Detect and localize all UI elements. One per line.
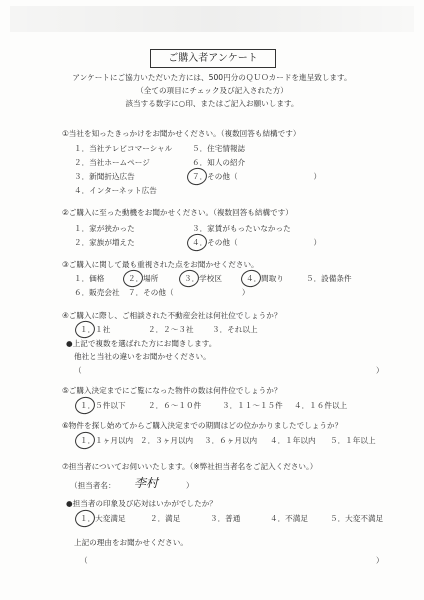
q4-followup-prompt: 他社と当社の違いをお聞かせください。 (74, 352, 211, 361)
q2-option-4: ４．その他（ ） (192, 238, 322, 247)
q7-reason-paren-open: （ (80, 556, 88, 565)
q2-option-1: １．家が狭かった (74, 224, 135, 233)
q3-option-4: ４．間取り (246, 274, 284, 283)
q1-option-3: ３．新聞折込広告 (74, 172, 135, 181)
q1-option-4: ４．インターネット広告 (74, 186, 157, 195)
staff-name-paren-close: ） (186, 481, 194, 490)
q2-question: ②ご購入に至った動機をお聞かせください。（複数回答も結構です） (62, 208, 293, 217)
q4-option-1: １．１社 (80, 325, 111, 334)
q1-option-2: ２．当社ホームページ (74, 158, 150, 167)
q6-option-4: ４．１年以内 (270, 436, 316, 445)
q7-option-2: ２．満足 (150, 514, 181, 523)
q5-option-1: １．５件以下 (80, 401, 126, 410)
q3-question: ③ご購入に関して最も重視された点をお聞かせください。 (62, 260, 259, 269)
q7-option-5: ５．大変不満足 (330, 514, 384, 523)
scan-bleed-through (10, 6, 414, 32)
q6-option-1: １．１ヶ月以内 (80, 436, 134, 445)
q7-option-4: ４．不満足 (270, 514, 308, 523)
q5-option-2: ２．６〜１０件 (148, 401, 202, 410)
q5-option-3: ３．１１〜１５件 (222, 401, 283, 410)
q2-option-2: ２．家族が増えた (74, 238, 135, 247)
q1-option-6: ６．知人の紹介 (192, 158, 246, 167)
q2-option-3: ３．家賃がもったいなかった (192, 224, 291, 233)
q3-option-1: １．価格 (74, 274, 105, 283)
q6-option-2: ２．３ヶ月以内 (140, 436, 194, 445)
q7-followup-note: ●担当者の印象及び応対はいかがでしたか？ (66, 499, 217, 508)
q5-question: ⑤ご購入決定までにご覧になった物件の数は何件位でしょうか？ (62, 386, 282, 395)
q6-question: ⑥物件を探し始めてからご購入決定までの期間はどの位かかりましたでしょうか？ (62, 421, 343, 430)
q1-option-5: ５．住宅情報誌 (192, 144, 246, 153)
q6-option-5: ５．１年以上 (330, 436, 376, 445)
q1-option-1: １．当社テレビコマーシャル (74, 144, 173, 153)
q4-answer-paren-close: ） (376, 366, 384, 375)
q1-question: ①当社を知ったきっかけをお聞かせください。（複数回答も結構です） (62, 129, 301, 138)
q7-option-1: １．大変満足 (80, 514, 126, 523)
q4-followup-note: ●上記で複数を選ばれた方にお聞きします。 (66, 339, 217, 348)
q3-option-6: ６．販売会社 (74, 288, 120, 297)
q3-option-7: ７．その他（ ） (128, 288, 250, 297)
q6-option-3: ３．６ヶ月以内 (204, 436, 258, 445)
staff-name-handwritten: 李村 (134, 476, 159, 490)
intro-line-2: （全ての項目にチェック及び記入された方） (136, 86, 288, 95)
q7-reason-paren-close: ） (376, 556, 384, 565)
q4-option-3: ３．それ以上 (212, 325, 258, 334)
q3-option-3: ３．学校区 (184, 274, 222, 283)
intro-line-1: アンケートにご協力いただいた方には、500円分のＱＵＯカードを進呈致します。 (72, 73, 352, 82)
q3-option-2: ２．場所 (128, 274, 159, 283)
q7-question: ⑦担当者についてお伺いいたします。（※弊社担当者名をご記入ください。） (62, 462, 318, 471)
q3-option-5: ５．設備条件 (306, 274, 352, 283)
q4-answer-paren-open: （ (74, 366, 82, 375)
intro-line-3: 該当する数字に○印、またはご記入お願いします。 (125, 99, 299, 108)
q4-option-2: ２．２〜３社 (148, 325, 194, 334)
q7-reason-prompt: 上記の理由をお聞かせください。 (74, 538, 188, 547)
q7-option-3: ３．普通 (210, 514, 241, 523)
page-title: ご購入者アンケート (150, 49, 276, 68)
q1-option-7: ７．その他（ ） (192, 172, 322, 181)
staff-name-label: （担当者名： (70, 481, 116, 490)
q4-question: ④ご購入に際し、ご相談された不動産会社は何社位でしょうか？ (62, 311, 282, 320)
q5-option-4: ４．１６件以上 (294, 401, 348, 410)
